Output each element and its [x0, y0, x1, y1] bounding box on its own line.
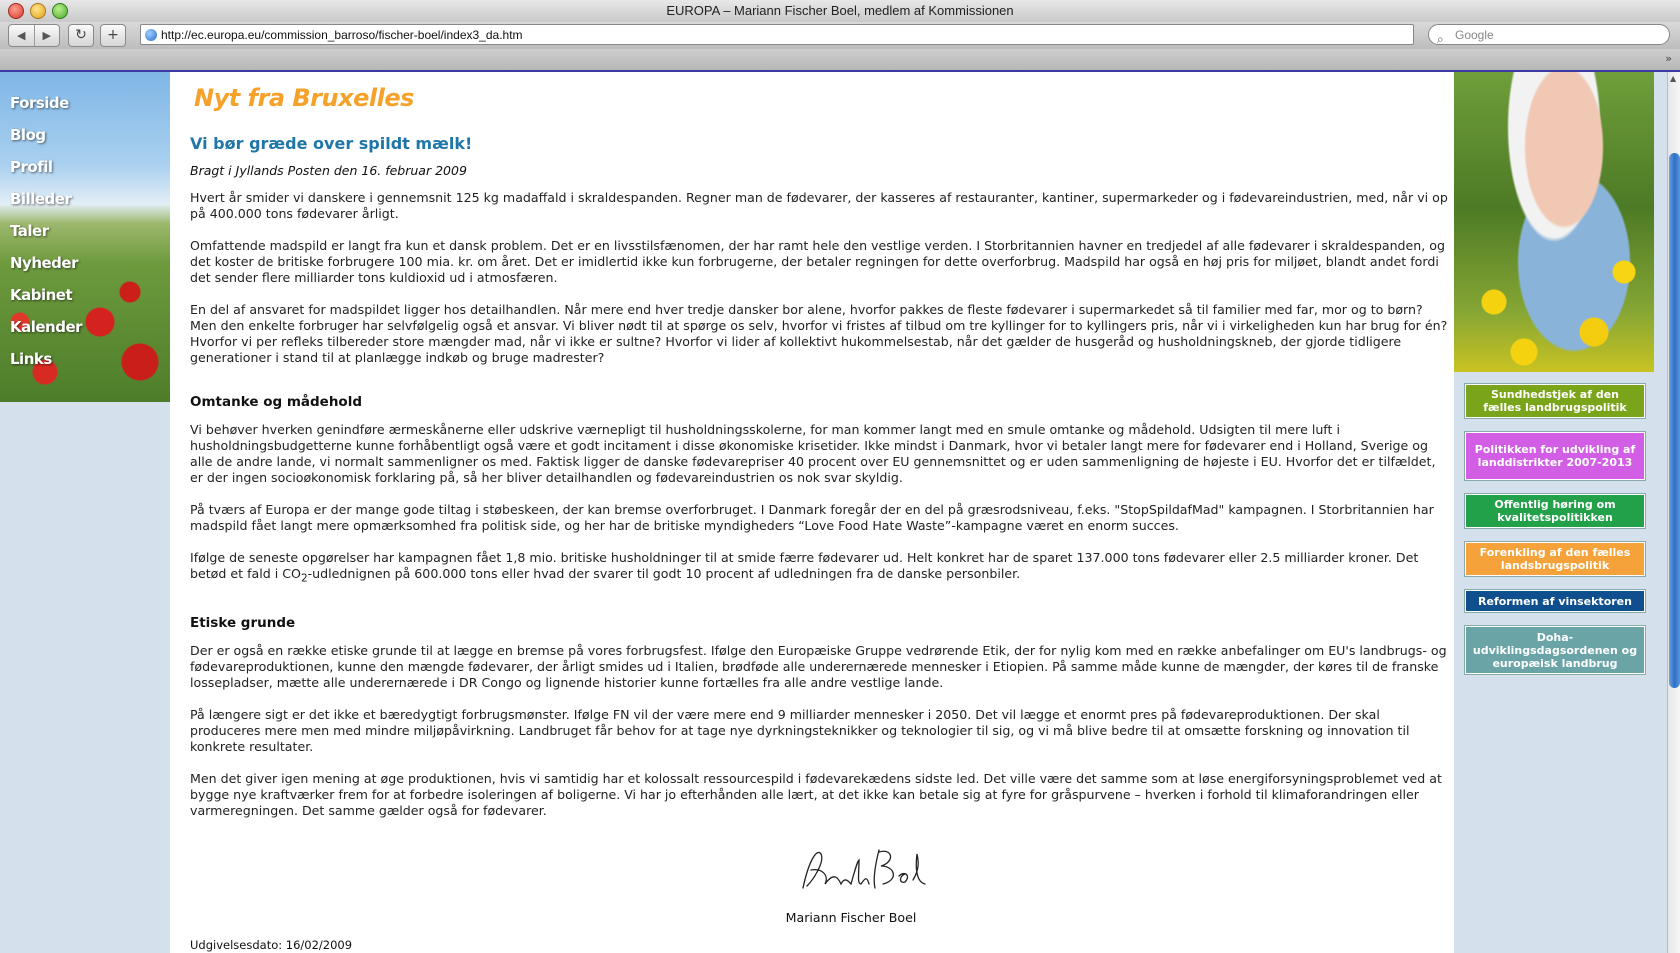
reload-icon[interactable]: ↻ — [68, 24, 94, 47]
co2-subscript: 2 — [300, 572, 308, 585]
paragraph: Men det giver igen mening at øge produktionen, hvis vi samtidig har et kolossalt ressourcespild i fødevarekædens sidste led. Det ville være det samme som at løse energiforsyningsproblemet ved at bygge nye kraftværker frem for at forbedre isoleringen af boligerne. Vi har jo efterhånden alle lært, at det ikke kan betale sig at fyre for gråspurvene – hverken i forhold til klimaforandringen eller varmeregningen. Det samme gælder også for fødevarer. — [190, 770, 1442, 818]
paragraph — [190, 550, 1448, 587]
paragraph-part: -udlednignen på 600.000 tons eller hvad der svarer til godt 10 procent af udledningen fra de danske personbiler. — [307, 566, 1021, 581]
nav-item-taler[interactable]: Taler — [10, 222, 49, 240]
back-arrow-icon[interactable]: ◀ — [9, 25, 35, 46]
vertical-scrollbar[interactable] — [1667, 72, 1680, 953]
forward-arrow-icon[interactable]: ▶ — [42, 29, 51, 42]
left-navigation — [0, 72, 170, 402]
link-forenkling[interactable]: Forenkling af den fælles landsbrugspolitik — [1465, 542, 1645, 576]
window-titlebar — [0, 0, 1680, 23]
section-title: Nyt fra Bruxelles — [194, 84, 414, 112]
site-globe-icon — [145, 29, 157, 41]
search-field[interactable] — [1428, 24, 1670, 45]
publication-date: Udgivelsesdato: 16/02/2009 — [190, 938, 353, 952]
main-content — [170, 72, 1454, 953]
article-byline: Bragt i Jyllands Posten den 16. februar 2009 — [190, 163, 467, 178]
paragraph: Omfattende madspild er langt fra kun et dansk problem. Det er en livsstilsfænomen, der har ramt hele den vestlige verden. I Storbritannien havner en tredjedel af alle fødevarer i skraldespanden, og det koster de britiske forbrugere 100 mia. kr. om året. Det er imidlertid ikke kun forbrugerne, der betaler regningen for dette overforbrug. Madspild har også en høj pris for miljøet, blandt andet fordi det sender flere milliarder tons kuldioxid ud i atmosfæren. — [190, 238, 1445, 285]
link-landdistrikter[interactable]: Politikken for udvikling af landdistrikter 2007-2013 — [1465, 432, 1645, 480]
browser-toolbar — [0, 22, 1680, 49]
signature-name: Mariann Fischer Boel — [785, 910, 917, 925]
bookmarks-overflow-icon[interactable]: » — [1665, 52, 1672, 65]
subheading: Omtanke og mådehold — [190, 394, 362, 410]
subheading: Etiske grunde — [190, 614, 296, 631]
nav-item-links[interactable]: Links — [10, 350, 52, 368]
article-title: Vi bør græde over spildt mælk! — [190, 134, 473, 153]
paragraph: Hvert år smider vi danskere i gennemsnit 125 kg madaffald i skraldespanden. Regner man de fødevarer, der kasseres af restauranter, kantiner, supermarkeder og i fødevareindustrien, med, når vi op på 400.000 tons fødevarer årligt. — [190, 190, 1448, 221]
window-title: EUROPA – Mariann Fischer Boel, medlem af Kommissionen — [666, 3, 1014, 18]
paragraph: På tværs af Europa er der mange gode tiltag i støbeskeen, der kan bremse overforbruget. I Danmark foregår der en del på græsrodsniveau, f.eks. "StopSpildafMad" kampagnen. I Storbritannien har madspild fået langt mere opmærksomhed fra politisk side, og her har de britiske myndigheders “Love Food Hate Waste”-kampagne været en enorm succes. — [190, 502, 1434, 533]
link-vinsektoren[interactable]: Reformen af vinsektoren — [1465, 590, 1645, 612]
scroll-up-arrow-icon[interactable]: ▲ — [1670, 74, 1677, 83]
address-bar[interactable] — [140, 24, 1414, 45]
nav-item-nyheder[interactable]: Nyheder — [10, 254, 78, 272]
bookmarks-bar — [0, 49, 1680, 72]
paragraph: Der er også en række etiske grunde til at lægge en bremse på vores forbrugsfest. Ifølge den Europæiske Gruppe vedrørende Etik, der for nylig kom med en række anbefalinger om EU's landbrugs- og fødevareproduktionen, kunne den mængde fødevarer, der årligt smides ud i Italien, brødføde alle underernærede mennesker i Etiopien. På samme måde kunne de mængder, der køres til de franske lossepladser, mætte alle underernærede i DR Congo og lignende historier kunne fortælles fra alle andre vestlige lande. — [190, 642, 1447, 690]
scrollbar-thumb[interactable] — [1669, 153, 1680, 688]
nav-item-profil[interactable]: Profil — [10, 158, 53, 176]
article-body — [190, 190, 1448, 835]
nav-item-kalender[interactable]: Kalender — [10, 318, 83, 336]
commissioner-photo — [1454, 72, 1654, 372]
right-sidebar — [1454, 72, 1667, 953]
link-doha[interactable]: Doha-udviklingsdagsordenen og europæisk landbrug — [1465, 626, 1645, 674]
nav-item-kabinet[interactable]: Kabinet — [10, 286, 73, 304]
address-url: http://ec.europa.eu/commission_barroso/fischer-boel/index3_da.htm — [161, 28, 523, 42]
paragraph: Vi behøver hverken genindføre ærmeskånerne eller udskrive værnepligt til husholdningsskolerne, for man kommer langt med en smule omtanke og mådehold. Udsigten til mere luft i husholdningsbudgetterne kunne forhåbentligt også være et godt incitament i disse økonomiske krisetider. Ikke mindst i Danmark, hvor vi betaler langt mere for fødevarer end i Holland, Sverige og alle de andre lande, vi normalt sammenligner os med. Faktisk ligger de danske fødevarepriser 40 procent over EU gennemsnittet og er uden sammenligning de højeste i EU. Hvorfor det er tilfældet, er der ingen socioøkonomisk forklaring på, så her bliver detailhandlen og fødevareindustrien os nok svar skyldig. — [190, 422, 1436, 485]
paragraph-part: Ifølge de seneste opgørelser har kampagnen fået 1,8 mio. britiske husholdninger til at smide færre fødevarer ud. Helt konkret har de sparet 137.000 tons fødevarer eller 2.5 milliarder kroner. Det betød et fald i CO — [190, 550, 1419, 581]
back-forward-buttons — [8, 24, 60, 47]
add-bookmark-icon[interactable]: + — [100, 24, 126, 47]
nav-item-blog[interactable]: Blog — [10, 126, 46, 144]
nav-menu — [10, 94, 82, 382]
nav-item-billeder[interactable]: Billeder — [10, 190, 72, 208]
search-icon: ⌕ — [1437, 32, 1444, 46]
paragraph: En del af ansvaret for madspildet ligger hos detailhandlen. Når mere end hver tredje dansker bor alene, hvorfor pakkes de fleste fødevarer i supermarkedet så til familier med far, mor og to børn? Men den enkelte forbruger har selvfølgelig også et ansvar. Vi bliver nødt til at spørge os selv, hvorfor vi fristes af tilbud om tre kyllinger for to kyllingers pris, når vi i virkeligheden kun har brug for én? Hvorfor vi per refleks tilbereder store mængder mad, når vi ikke er sultne? Hvorfor vi lider af kollektivt hukommelsestab, når det gælder de husgeråd og husholdningskneb, der gjorde tidligere generationer i stand til at planlægge indkøb og bruge madrester? — [190, 302, 1448, 365]
nav-item-forside[interactable]: Forside — [10, 94, 69, 112]
search-placeholder: Google — [1455, 28, 1494, 42]
link-sundhedstjek[interactable]: Sundhedstjek af den fælles landbrugspolitik — [1465, 384, 1645, 418]
handwritten-signature — [795, 840, 935, 900]
link-offentlig-hoering[interactable]: Offentlig høring om kvalitetspolitikken — [1465, 494, 1645, 528]
paragraph: På længere sigt er det ikke et bæredygtigt forbrugsmønster. Ifølge FN vil der være mere end 9 milliarder mennesker i 2050. Det vil lægge et enormt pres på fødevareproduktionen. Der skal produceres mere men med mindre miljøpåvirkning. Landbruget får behov for at tage nye dyrkningsteknikker og teknologier til sig, og vi må blive bedre til at omsætte forskning og innovation til konkrete resultater. — [190, 706, 1410, 754]
